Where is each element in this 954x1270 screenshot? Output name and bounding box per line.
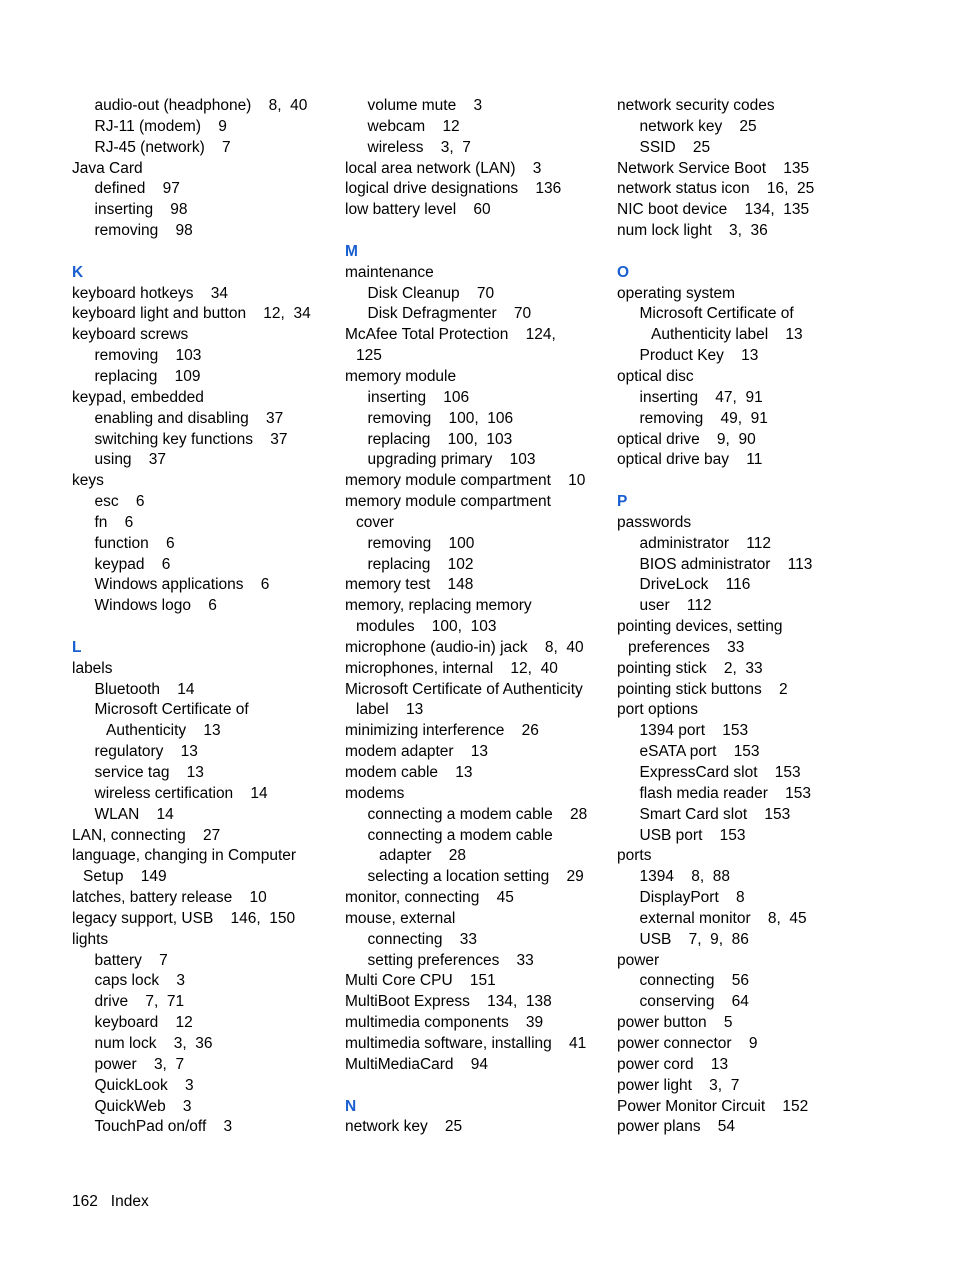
index-subentry: replacing 102	[367, 555, 474, 573]
index-subentry: function 6	[94, 534, 175, 552]
index-subentry: DisplayPort 8	[639, 889, 745, 907]
index-entry: LAN, connecting 27	[72, 826, 221, 844]
index-subentry: upgrading primary 103	[367, 451, 536, 469]
index-entry: memory module compartment	[345, 493, 551, 511]
index-entry: Microsoft Certificate of Authenticity	[345, 680, 583, 698]
index-letter-heading: M	[345, 242, 358, 260]
section-spacer	[345, 1076, 607, 1097]
index-entry: ports	[617, 847, 652, 865]
index-entry: legacy support, USB 146, 150	[72, 909, 296, 927]
index-subentry: label 13	[356, 701, 424, 719]
index-subentry: USB port 153	[639, 826, 746, 844]
index-subentry: inserting 106	[367, 388, 470, 406]
index-entry: network status icon 16, 25	[617, 180, 815, 198]
index-subentry: webcam 12	[367, 117, 460, 135]
page-number: 162	[72, 1193, 98, 1210]
index-letter-heading: N	[345, 1097, 357, 1115]
index-subentry: cover	[356, 513, 394, 531]
index-entry: network security codes	[617, 97, 775, 114]
index-subentry: Authenticity 13	[106, 722, 221, 740]
index-subentry: audio-out (headphone) 8, 40	[94, 97, 308, 114]
index-subentry: using 37	[94, 451, 167, 469]
index-subentry: setting preferences 33	[367, 951, 534, 969]
section-spacer	[617, 242, 907, 263]
index-entry: keyboard hotkeys 34	[72, 284, 228, 302]
index-subentry: USB 7, 9, 86	[639, 930, 749, 948]
index-entry: passwords	[617, 513, 692, 531]
index-entry: multimedia components 39	[345, 1014, 544, 1032]
index-subentry: connecting 56	[639, 972, 749, 990]
index-entry: keyboard light and button 12, 34	[72, 305, 311, 323]
index-column-2	[345, 96, 607, 1138]
index-entry: mouse, external	[345, 909, 456, 927]
index-entry: microphones, internal 12, 40	[345, 659, 558, 677]
index-entry: pointing stick 2, 33	[617, 659, 763, 677]
index-entry: MultiMediaCard 94	[345, 1055, 489, 1073]
index-subentry: SSID 25	[639, 138, 711, 156]
index-entry: modem cable 13	[345, 764, 473, 781]
index-entry: Power Monitor Circuit 152	[617, 1097, 809, 1115]
index-entry: network key 25	[345, 1118, 463, 1136]
index-subentry: removing 98	[94, 222, 193, 240]
index-entry: maintenance	[345, 263, 434, 281]
index-subentry: user 112	[639, 597, 712, 615]
index-entry: latches, battery release 10	[72, 889, 267, 907]
index-subentry: 1394 port 153	[639, 722, 749, 740]
index-subentry: inserting 47, 91	[639, 388, 763, 406]
index-entry: keypad, embedded	[72, 388, 204, 406]
index-entry: monitor, connecting 45	[345, 889, 514, 907]
index-entry: memory module compartment 10	[345, 472, 586, 490]
index-subentry: QuickLook 3	[94, 1076, 194, 1094]
index-subentry: connecting a modem cable 28	[367, 805, 588, 823]
index-entry: port options	[617, 701, 698, 719]
index-subentry: QuickWeb 3	[94, 1097, 192, 1115]
index-subentry: DriveLock 116	[639, 576, 751, 594]
index-entry: McAfee Total Protection 124,	[345, 326, 556, 344]
index-entry: power light 3, 7	[617, 1076, 740, 1094]
index-subentry: BIOS administrator 113	[639, 555, 813, 573]
index-subentry: keypad 6	[94, 555, 171, 573]
index-subentry: Product Key 13	[639, 347, 759, 365]
index-entry: optical drive 9, 90	[617, 430, 756, 448]
index-subentry: eSATA port 153	[639, 743, 760, 761]
index-subentry: RJ-45 (network) 7	[94, 138, 231, 156]
index-entry: optical disc	[617, 367, 694, 385]
index-subentry: fn 6	[94, 513, 134, 531]
index-subentry: network key 25	[639, 117, 757, 135]
index-entry: keyboard screws	[72, 326, 189, 344]
index-entry: microphone (audio-in) jack 8, 40	[345, 638, 584, 656]
index-subentry: volume mute 3	[367, 97, 483, 114]
index-entry: power cord 13	[617, 1055, 729, 1073]
index-subentry: wireless certification 14	[94, 784, 268, 802]
index-subentry: Smart Card slot 153	[639, 805, 791, 823]
index-subentry: regulatory 13	[94, 743, 198, 761]
section-spacer	[345, 221, 607, 242]
index-subentry: power 3, 7	[94, 1055, 185, 1073]
index-subentry: replacing 109	[94, 367, 201, 385]
index-entry: power button 5	[617, 1014, 733, 1032]
index-subentry: 1394 8, 88	[639, 868, 730, 886]
index-entry: lights	[72, 930, 109, 948]
index-entry: low battery level 60	[345, 201, 491, 219]
index-subentry: removing 100	[367, 534, 475, 552]
index-subentry: external monitor 8, 45	[639, 909, 807, 927]
index-subentry: Disk Defragmenter 70	[367, 305, 532, 323]
index-entry: keys	[72, 472, 104, 490]
index-entry: modems	[345, 784, 405, 802]
index-entry: memory test 148	[345, 576, 474, 594]
index-entry: operating system	[617, 284, 736, 302]
index-subentry: defined 97	[94, 180, 180, 198]
index-subentry: connecting 33	[367, 930, 477, 948]
index-subentry: Disk Cleanup 70	[367, 284, 495, 302]
index-column-3	[617, 96, 907, 1138]
index-subentry: conserving 64	[639, 993, 749, 1011]
section-spacer	[72, 617, 332, 638]
index-subentry: drive 7, 71	[94, 993, 185, 1011]
index-subentry: selecting a location setting 29	[367, 868, 584, 886]
index-letter-heading: O	[617, 263, 630, 281]
index-entry: power plans 54	[617, 1118, 736, 1136]
index-entry: Java Card	[72, 159, 143, 177]
index-letter-heading: K	[72, 263, 84, 281]
index-subentry: enabling and disabling 37	[94, 409, 284, 427]
index-subentry: RJ-11 (modem) 9	[94, 117, 227, 135]
index-subentry: inserting 98	[94, 201, 188, 219]
index-subentry: Authenticity label 13	[651, 326, 803, 344]
index-subentry: Windows logo 6	[94, 597, 217, 615]
footer-section-label: Index	[110, 1193, 149, 1210]
index-subentry: ExpressCard slot 153	[639, 764, 801, 781]
page-footer	[72, 1192, 149, 1212]
index-subentry: administrator 112	[639, 534, 772, 552]
index-entry: minimizing interference 26	[345, 722, 539, 740]
index-subentry: TouchPad on/off 3	[94, 1118, 233, 1136]
index-entry: power connector 9	[617, 1034, 758, 1052]
index-subentry: WLAN 14	[94, 805, 174, 823]
index-letter-heading: L	[72, 638, 82, 656]
section-spacer	[617, 471, 907, 492]
index-subentry: flash media reader 153	[639, 784, 811, 802]
index-subentry: modules 100, 103	[356, 618, 497, 636]
index-entry: language, changing in Computer	[72, 847, 297, 865]
index-entry: optical drive bay 11	[617, 451, 763, 469]
index-entry: labels	[72, 659, 113, 677]
index-entry: Multi Core CPU 151	[345, 972, 496, 990]
index-subentry: Bluetooth 14	[94, 680, 195, 698]
index-subentry: adapter 28	[379, 847, 467, 865]
index-entry: pointing devices, setting	[617, 618, 783, 636]
index-subentry: num lock 3, 36	[94, 1034, 213, 1052]
index-entry: memory module	[345, 367, 457, 385]
index-subentry: caps lock 3	[94, 972, 185, 990]
index-letter-heading: P	[617, 493, 628, 511]
index-entry: Network Service Boot 135	[617, 159, 810, 177]
index-entry: logical drive designations 136	[345, 180, 562, 198]
section-spacer	[72, 242, 332, 263]
index-entry: MultiBoot Express 134, 138	[345, 993, 552, 1011]
index-subentry: 125	[356, 347, 382, 365]
index-entry: memory, replacing memory	[345, 597, 532, 615]
index-column-1	[72, 96, 332, 1138]
index-entry: power	[617, 951, 660, 969]
index-subentry: Windows applications 6	[94, 576, 270, 594]
index-subentry: battery 7	[94, 951, 168, 969]
index-subentry: removing 103	[94, 347, 202, 365]
index-entry: num lock light 3, 36	[617, 222, 768, 240]
index-subentry: Setup 149	[83, 868, 167, 886]
index-subentry: Microsoft Certificate of	[639, 305, 794, 323]
index-subentry: service tag 13	[94, 764, 204, 781]
index-entry: multimedia software, installing 41	[345, 1034, 587, 1052]
index-entry: local area network (LAN) 3	[345, 159, 542, 177]
index-subentry: keyboard 12	[94, 1014, 193, 1032]
index-subentry: wireless 3, 7	[367, 138, 471, 156]
index-subentry: switching key functions 37	[94, 430, 288, 448]
index-entry: modem adapter 13	[345, 743, 489, 761]
index-entry: pointing stick buttons 2	[617, 680, 788, 698]
index-subentry: removing 100, 106	[367, 409, 514, 427]
index-subentry: preferences 33	[628, 638, 745, 656]
index-entry: NIC boot device 134, 135	[617, 201, 810, 219]
index-subentry: esc 6	[94, 493, 145, 511]
index-subentry: removing 49, 91	[639, 409, 768, 427]
index-subentry: Microsoft Certificate of	[94, 701, 249, 719]
index-subentry: replacing 100, 103	[367, 430, 513, 448]
index-subentry: connecting a modem cable	[367, 826, 553, 844]
